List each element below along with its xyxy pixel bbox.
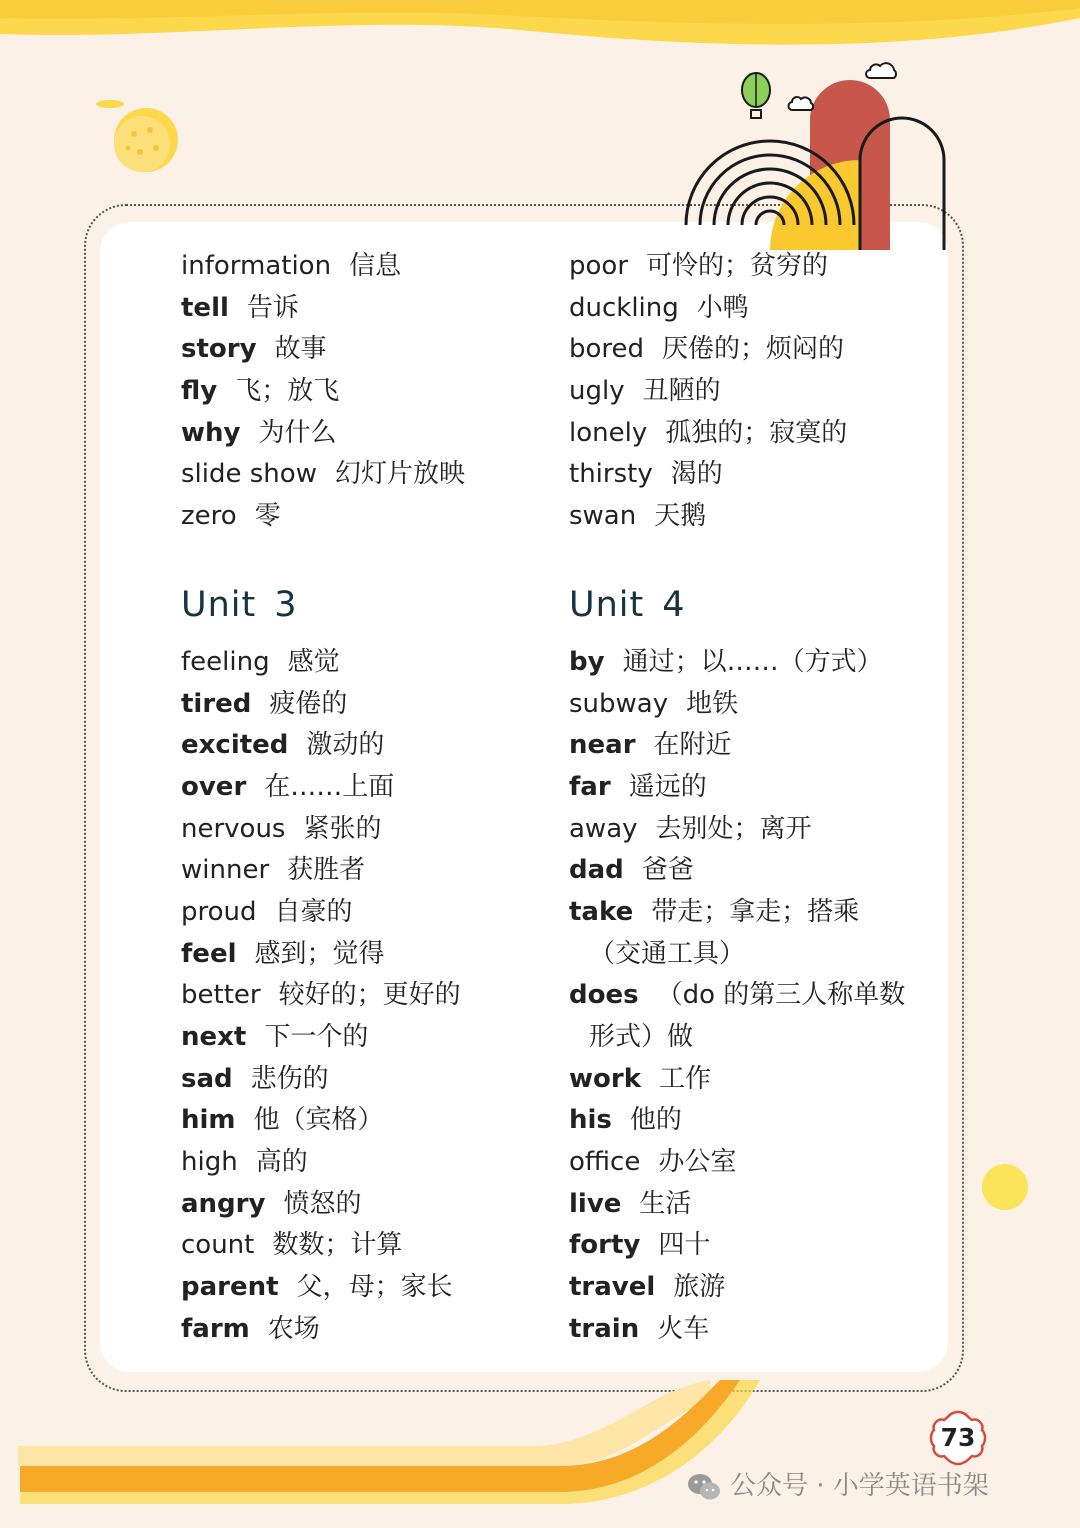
vocab-entry xyxy=(181,1100,465,1142)
vocab-word: zero xyxy=(181,501,237,532)
vocab-entry xyxy=(181,1309,465,1351)
vocab-word: subway xyxy=(569,688,669,719)
vocab-word: far xyxy=(569,771,611,802)
unit-heading xyxy=(569,576,905,634)
vocab-word: slide show xyxy=(181,459,317,490)
vocab-word: dad xyxy=(569,855,624,886)
vocab-meaning: 渴的 xyxy=(670,459,723,490)
vocab-entry xyxy=(569,1142,905,1184)
vocab-word: train xyxy=(569,1313,640,1344)
vocab-meaning: 信息 xyxy=(349,251,402,281)
vocab-meaning: 感到；觉得 xyxy=(254,938,385,969)
vocab-word: why xyxy=(181,417,241,448)
vocab-meaning: 小鸭 xyxy=(696,292,749,323)
vocab-entry xyxy=(181,892,465,934)
vocab-entry xyxy=(569,975,905,1017)
vocab-meaning: 获胜者 xyxy=(287,855,366,886)
vocab-word: bored xyxy=(569,334,645,365)
vocab-entry xyxy=(569,1100,905,1142)
unit-label: Unit xyxy=(181,584,257,625)
unit-label: Unit xyxy=(569,584,645,625)
vocab-word: high xyxy=(181,1147,238,1178)
vocab-meaning: 紧张的 xyxy=(303,813,382,844)
vocab-meaning: 去别处；离开 xyxy=(655,813,812,844)
balloon-icon xyxy=(742,73,770,118)
vocab-entry xyxy=(181,454,465,496)
vocab-meaning: 四十 xyxy=(658,1230,711,1261)
vocab-meaning: 幻灯片放映 xyxy=(334,459,465,490)
vocab-entry xyxy=(569,329,905,371)
vocab-entry xyxy=(569,288,905,330)
vocab-entry xyxy=(569,1184,905,1226)
vocab-entry xyxy=(569,1225,905,1267)
vocab-entry xyxy=(181,1225,465,1267)
vocab-word: next xyxy=(181,1022,247,1052)
vocab-meaning: 飞；放飞 xyxy=(235,376,340,407)
vocab-meaning: 父，母；家长 xyxy=(296,1272,453,1303)
vocab-entry xyxy=(181,1184,465,1226)
vocab-meaning: 地铁 xyxy=(686,688,739,719)
vocab-meaning: 可怜的；贫穷的 xyxy=(646,251,829,281)
vocab-entry xyxy=(569,725,905,767)
vocab-word: over xyxy=(181,771,247,802)
vocab-entry xyxy=(181,767,465,809)
vocab-meaning: 带走；拿走；搭乘 xyxy=(651,896,860,927)
vocab-entry xyxy=(569,892,905,934)
vocab-word: sad xyxy=(181,1063,233,1094)
vocab-word: tell xyxy=(181,292,229,323)
vocab-word: poor xyxy=(569,251,629,281)
vocab-word: his xyxy=(569,1105,612,1136)
vocab-word: feel xyxy=(181,938,237,969)
vocab-entry xyxy=(181,725,465,767)
vocab-word: away xyxy=(569,813,638,844)
vocab-meaning: 形式）做 xyxy=(589,1022,694,1052)
vocab-entry xyxy=(181,496,465,538)
vocab-meaning: 疲倦的 xyxy=(269,688,348,719)
vocab-meaning: 办公室 xyxy=(658,1147,737,1178)
vocab-meaning: 通过；以……（方式） xyxy=(622,646,883,677)
vocab-entry xyxy=(181,809,465,851)
vocab-word: work xyxy=(569,1063,641,1094)
vocab-entry xyxy=(569,1267,905,1309)
unit-heading xyxy=(181,576,465,634)
vocab-meaning: 感觉 xyxy=(287,646,340,677)
vocab-meaning: 他（宾格） xyxy=(253,1105,384,1136)
watermark xyxy=(686,1464,989,1508)
wechat-icon xyxy=(686,1472,722,1502)
vocab-word: swan xyxy=(569,501,637,532)
vocab-meaning: 孤独的；寂寞的 xyxy=(665,417,848,448)
vocab-meaning: 较好的；更好的 xyxy=(278,980,461,1011)
yellow-dot xyxy=(980,1162,1030,1212)
vocab-meaning: 在……上面 xyxy=(264,771,395,802)
vocab-entry xyxy=(569,1017,905,1059)
vocab-meaning: 火车 xyxy=(657,1313,710,1344)
vocab-word: excited xyxy=(181,730,289,761)
vocab-word: him xyxy=(181,1105,236,1136)
vocab-entry xyxy=(569,246,905,288)
vocab-word: take xyxy=(569,896,634,927)
vocab-word: duckling xyxy=(569,292,679,323)
vocab-word: thirsty xyxy=(569,459,653,490)
vocab-word: better xyxy=(181,980,261,1011)
vocab-entry xyxy=(569,371,905,413)
vocab-entry xyxy=(181,329,465,371)
vocab-meaning: 愤怒的 xyxy=(283,1188,362,1219)
vocab-meaning: 工作 xyxy=(659,1063,712,1094)
vocab-meaning: 他的 xyxy=(629,1105,682,1136)
vocab-word: near xyxy=(569,730,636,761)
vocab-word: nervous xyxy=(181,813,286,844)
vocab-word: feeling xyxy=(181,646,270,677)
vocab-word: parent xyxy=(181,1272,279,1303)
vocab-entry xyxy=(569,684,905,726)
vocab-meaning: 农场 xyxy=(267,1313,320,1344)
unit-number: 3 xyxy=(274,584,298,625)
vocab-meaning: 丑陋的 xyxy=(642,376,721,407)
page-number: 73 xyxy=(940,1423,976,1452)
vocab-entry xyxy=(569,642,905,684)
vocab-word: forty xyxy=(569,1230,641,1261)
vocab-meaning: 告诉 xyxy=(246,292,299,323)
vocab-entry xyxy=(181,1142,465,1184)
vocab-meaning: 下一个的 xyxy=(264,1022,369,1052)
vocab-entry xyxy=(569,934,905,976)
lemon-slice-icon xyxy=(92,92,188,180)
vocab-entry xyxy=(569,454,905,496)
vocab-word: tired xyxy=(181,688,252,719)
vocab-meaning: 为什么 xyxy=(258,417,337,448)
vocab-word: count xyxy=(181,1230,255,1261)
vocab-entry xyxy=(181,1059,465,1101)
vocab-entry xyxy=(569,767,905,809)
vocab-meaning: 遥远的 xyxy=(628,771,707,802)
vocab-entry xyxy=(181,934,465,976)
cloud-icon xyxy=(788,97,813,110)
vocab-entry xyxy=(181,1017,465,1059)
vocab-word: by xyxy=(569,646,605,677)
vocab-entry xyxy=(569,850,905,892)
vocab-entry xyxy=(181,1267,465,1309)
vocab-word: does xyxy=(569,980,639,1011)
vocab-word: information xyxy=(181,251,332,281)
vocab-entry xyxy=(181,371,465,413)
vocab-word: story xyxy=(181,334,257,365)
vocab-word: lonely xyxy=(569,417,648,448)
vocab-word: proud xyxy=(181,896,257,927)
vocab-entry xyxy=(181,246,465,288)
vocab-entry xyxy=(181,642,465,684)
watermark-text: 公众号 · 小学英语书架 xyxy=(730,1471,989,1501)
vocab-entry xyxy=(181,850,465,892)
vocab-entry xyxy=(181,288,465,330)
vocab-entry xyxy=(569,496,905,538)
cloud-icon xyxy=(866,63,896,78)
vocab-meaning: 悲伤的 xyxy=(250,1063,329,1094)
vocab-meaning: （do 的第三人称单数 xyxy=(656,980,906,1011)
vocab-meaning: 厌倦的；烦闷的 xyxy=(662,334,845,365)
vocab-word: farm xyxy=(181,1313,250,1344)
rainbow-arches-illustration xyxy=(670,40,960,250)
vocab-entry xyxy=(181,975,465,1017)
right-vocabulary-column xyxy=(569,246,905,1351)
vocab-meaning: 故事 xyxy=(274,334,327,365)
vocab-meaning: 天鹅 xyxy=(654,501,707,532)
vocab-meaning: 零 xyxy=(254,501,281,532)
vocab-meaning: 爸爸 xyxy=(641,855,694,886)
vocab-meaning: 激动的 xyxy=(306,730,385,761)
vocab-entry xyxy=(181,684,465,726)
vocab-entry xyxy=(181,413,465,455)
vocab-entry xyxy=(569,413,905,455)
vocab-meaning: 数数；计算 xyxy=(272,1230,403,1261)
vocab-meaning: 旅游 xyxy=(673,1272,726,1303)
vocab-meaning: 高的 xyxy=(255,1147,308,1178)
vocab-word: live xyxy=(569,1188,622,1219)
vocab-word: travel xyxy=(569,1272,656,1303)
vocab-entry xyxy=(569,1309,905,1351)
vocab-entry xyxy=(569,1059,905,1101)
vocab-word: winner xyxy=(181,855,270,886)
vocab-word: angry xyxy=(181,1188,266,1219)
vocab-meaning: 自豪的 xyxy=(274,896,353,927)
left-vocabulary-column xyxy=(181,246,465,1351)
vocab-word: fly xyxy=(181,376,218,407)
vocab-meaning: 生活 xyxy=(639,1188,692,1219)
vocab-entry xyxy=(569,809,905,851)
unit-number: 4 xyxy=(662,584,686,625)
vocab-word: office xyxy=(569,1147,641,1178)
vocab-meaning: （交通工具） xyxy=(589,938,746,969)
vocab-word: ugly xyxy=(569,376,625,407)
vocab-meaning: 在附近 xyxy=(653,730,732,761)
